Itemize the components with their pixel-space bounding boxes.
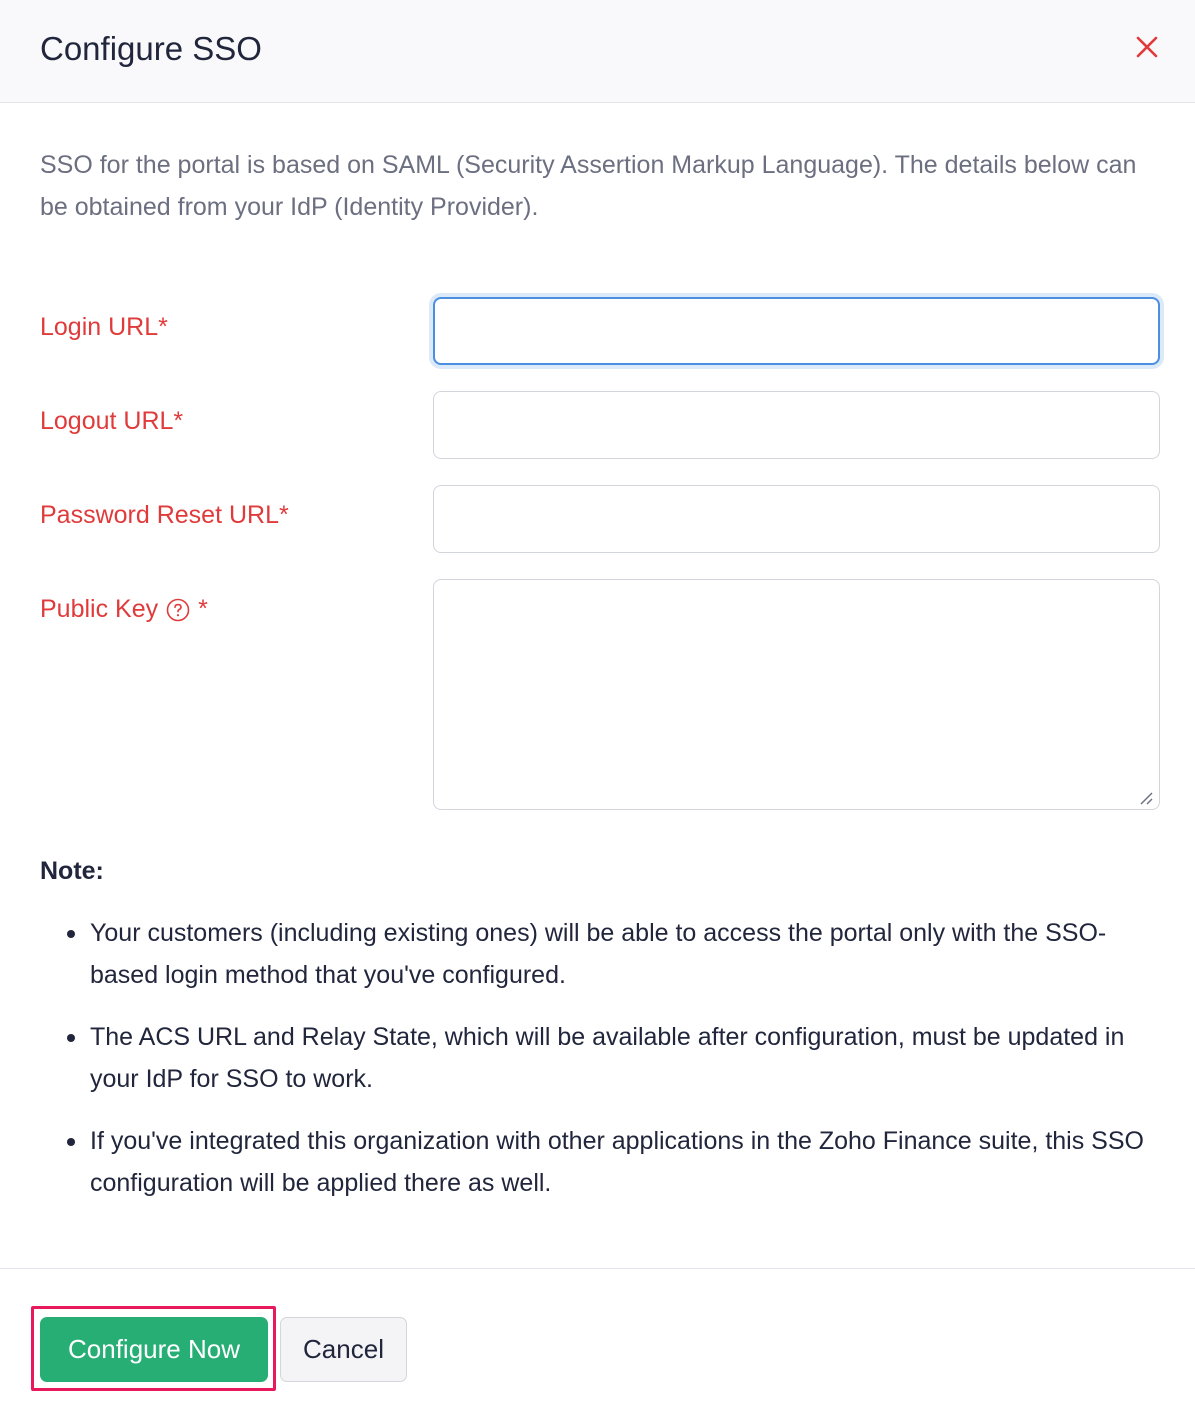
note-list <box>40 912 1160 1224</box>
close-icon[interactable] <box>1130 30 1164 64</box>
list-item <box>40 1016 1160 1100</box>
password-reset-url-label: Password Reset URL* <box>40 501 289 529</box>
public-key-required-mark: * <box>198 595 208 623</box>
logout-url-input[interactable] <box>433 391 1160 459</box>
note-heading: Note: <box>40 857 104 885</box>
note-item-text: The ACS URL and Relay State, which will be available after configuration, must be updated in your IdP for SSO to work. <box>90 1023 1125 1093</box>
intro-text: SSO for the portal is based on SAML (Security Assertion Markup Language). The details below can be obtained from your IdP (Identity Provider). <box>40 151 1137 221</box>
dialog-header <box>0 0 1195 103</box>
login-url-input[interactable] <box>433 297 1160 365</box>
configure-now-button[interactable]: Configure Now <box>40 1317 268 1382</box>
cancel-button[interactable]: Cancel <box>280 1317 407 1382</box>
footer-divider <box>0 1268 1195 1269</box>
dialog-title: Configure SSO <box>40 30 262 67</box>
bullet-icon <box>67 930 75 938</box>
help-circle-icon[interactable] <box>166 598 190 622</box>
note-item-text: If you've integrated this organization with other applications in the Zoho Finance suite, this SSO configuration will be applied there as well. <box>90 1127 1144 1197</box>
list-item <box>40 1120 1160 1204</box>
list-item <box>40 912 1160 996</box>
note-item-text: Your customers (including existing ones) will be able to access the portal only with the SSO-based login method that you've configured. <box>90 919 1107 989</box>
resize-handle-icon[interactable] <box>1138 790 1154 806</box>
password-reset-url-input[interactable] <box>433 485 1160 553</box>
public-key-label-group <box>40 595 208 624</box>
public-key-label: Public Key <box>40 595 159 623</box>
bullet-icon <box>67 1034 75 1042</box>
public-key-textarea[interactable] <box>433 579 1160 810</box>
login-url-label: Login URL* <box>40 313 168 341</box>
bullet-icon <box>67 1138 75 1146</box>
logout-url-label: Logout URL* <box>40 407 184 435</box>
